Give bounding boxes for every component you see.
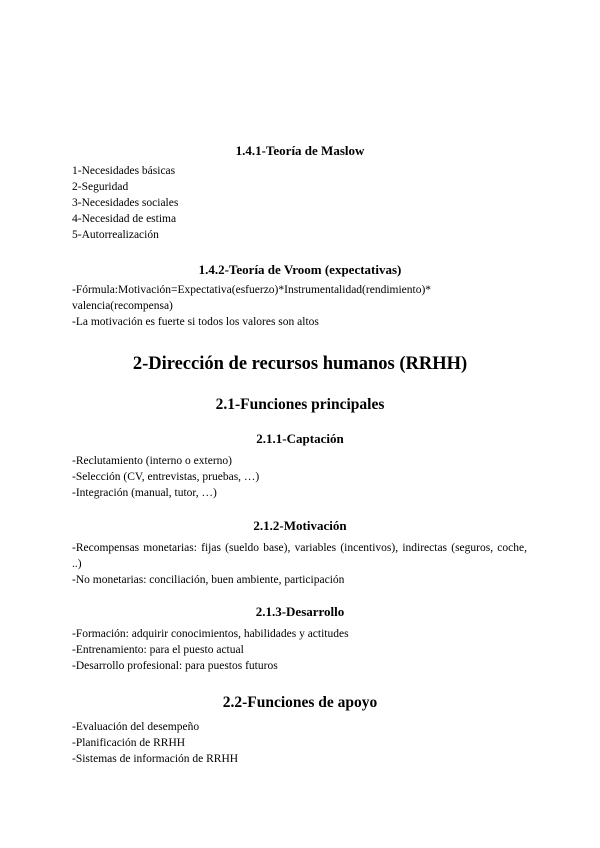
apoyo-item: -Planificación de RRHH bbox=[72, 737, 186, 749]
section-heading-vroom: 1.4.2-Teoría de Vroom (expectativas) bbox=[198, 262, 402, 277]
section-heading-motivacion: 2.1.2-Motivación bbox=[253, 518, 347, 533]
maslow-item: 4-Necesidad de estima bbox=[72, 213, 177, 225]
section-heading-desarrollo: 2.1.3-Desarrollo bbox=[255, 604, 345, 619]
captacion-item: -Selección (CV, entrevistas, pruebas, …) bbox=[72, 471, 260, 483]
maslow-item: 1-Necesidades básicas bbox=[72, 165, 176, 177]
chapter-heading-rrhh: 2-Dirección de recursos humanos (RRHH) bbox=[132, 354, 468, 374]
desarrollo-item: -Entrenamiento: para el puesto actual bbox=[72, 644, 244, 656]
maslow-item: 3-Necesidades sociales bbox=[72, 197, 179, 209]
motivacion-recompensas-paragraph: -Recompensas monetarias: fijas (sueldo base), variables (incentivos), indirectas (seguros, coche, ..) bbox=[72, 542, 527, 570]
captacion-item: -Reclutamiento (interno o externo) bbox=[72, 455, 232, 467]
vroom-formula-line: -Fórmula:Motivación=Expectativa(esfuerzo)*Instrumentalidad(rendimiento)* bbox=[72, 284, 432, 296]
desarrollo-item: -Desarrollo profesional: para puestos futuros bbox=[72, 660, 278, 672]
apoyo-item: -Evaluación del desempeño bbox=[72, 721, 200, 733]
motivacion-no-monetarias: -No monetarias: conciliación, buen ambiente, participación bbox=[72, 574, 345, 586]
vroom-formula-continuation: valencia(recompensa) bbox=[72, 300, 173, 312]
section-heading-principales: 2.1-Funciones principales bbox=[215, 396, 385, 413]
section-heading-maslow: 1.4.1-Teoría de Maslow bbox=[235, 143, 365, 158]
apoyo-item: -Sistemas de información de RRHH bbox=[72, 753, 239, 765]
captacion-item: -Integración (manual, tutor, …) bbox=[72, 487, 217, 499]
section-heading-captacion: 2.1.1-Captación bbox=[256, 431, 344, 446]
vroom-note: -La motivación es fuerte si todos los valores son altos bbox=[72, 316, 319, 328]
maslow-item: 5-Autorrealización bbox=[72, 229, 159, 241]
maslow-item: 2-Seguridad bbox=[72, 181, 129, 193]
desarrollo-item: -Formación: adquirir conocimientos, habilidades y actitudes bbox=[72, 628, 349, 640]
section-heading-apoyo: 2.2-Funciones de apoyo bbox=[222, 694, 378, 711]
